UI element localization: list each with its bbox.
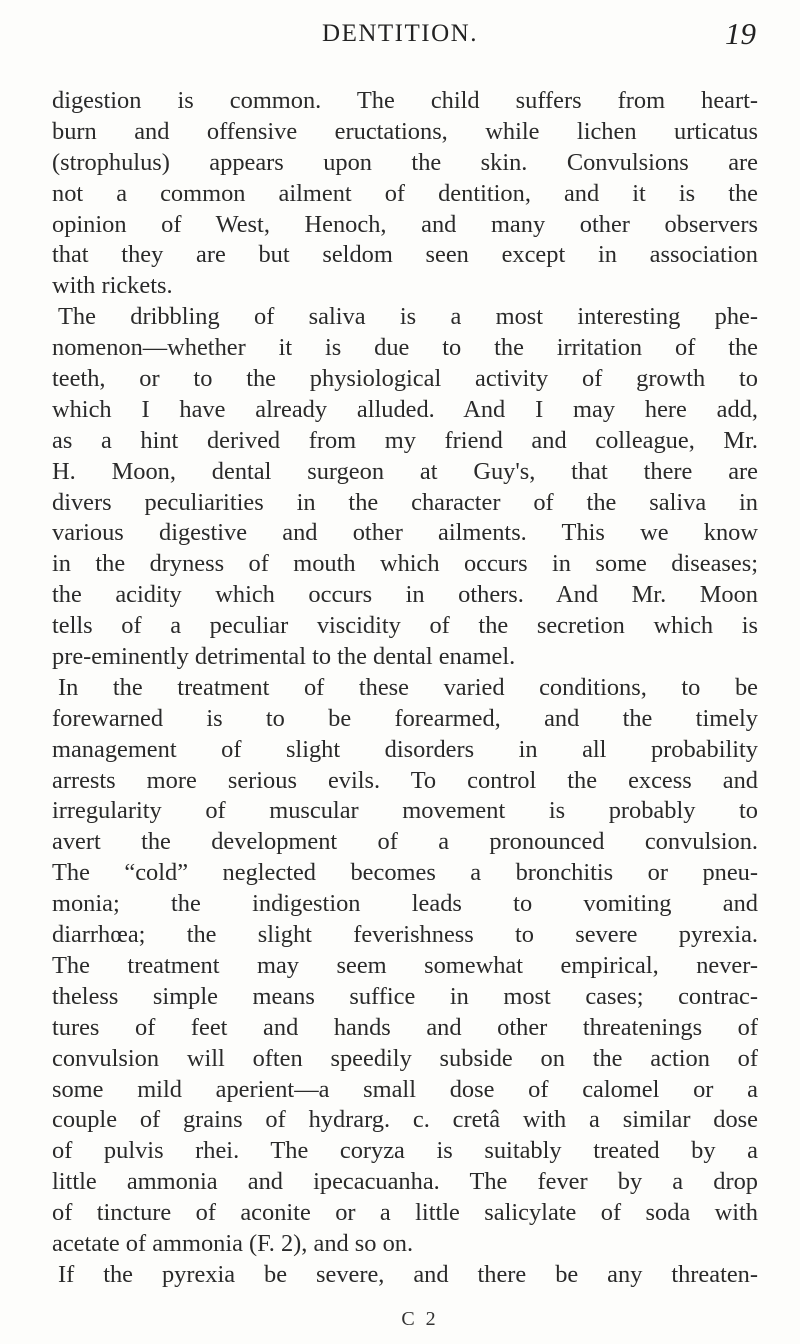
text-line: management of slight disorders in all probability	[52, 735, 758, 763]
text-line: burn and offensive eructations, while lichen urticatus	[52, 117, 758, 145]
running-head	[0, 16, 800, 60]
text-line: avert the development of a pronounced convulsion.	[52, 828, 758, 856]
text-line: in the dryness of mouth which occurs in some diseases;	[52, 550, 758, 578]
text-line: In the treatment of these varied conditions, to be	[58, 673, 758, 701]
text-line: as a hint derived from my friend and colleague, Mr.	[52, 426, 758, 454]
signature-mark: C 2	[401, 1308, 439, 1330]
text-line: tures of feet and hands and other threatenings of	[52, 1013, 758, 1041]
text-line: The “cold” neglected becomes a bronchitis or pneu-	[52, 859, 758, 887]
text-line: monia; the indigestion leads to vomiting and	[52, 890, 758, 918]
text-line: of tincture of aconite or a little salicylate of soda with	[52, 1199, 758, 1227]
text-line: couple of grains of hydrarg. c. cretâ with a similar dose	[52, 1106, 758, 1134]
text-line: divers peculiarities in the character of the saliva in	[52, 488, 758, 516]
text-line: of pulvis rhei. The coryza is suitably treated by a	[52, 1137, 758, 1165]
text-line: pre-eminently detrimental to the dental enamel.	[52, 643, 516, 671]
text-line: (strophulus) appears upon the skin. Convulsions are	[52, 148, 758, 176]
text-line: forewarned is to be forearmed, and the timely	[52, 704, 758, 732]
text-line: the acidity which occurs in others. And Mr. Moon	[52, 581, 758, 609]
text-line: tells of a peculiar viscidity of the secretion which is	[52, 612, 758, 640]
text-line: with rickets.	[52, 272, 173, 300]
text-line: The dribbling of saliva is a most interesting phe-	[58, 303, 758, 331]
text-line: some mild aperient—a small dose of calomel or a	[52, 1075, 758, 1103]
text-line: which I have already alluded. And I may here add,	[52, 395, 758, 423]
text-line: various digestive and other ailments. This we know	[52, 519, 758, 547]
text-line: arrests more serious evils. To control the excess and	[52, 766, 758, 794]
text-line: that they are but seldom seen except in association	[52, 241, 758, 269]
text-line: H. Moon, dental surgeon at Guy's, that there are	[52, 457, 758, 485]
text-line: convulsion will often speedily subside on the action of	[52, 1044, 758, 1072]
page-number: 19	[725, 16, 756, 51]
text-line: nomenon—whether it is due to the irritation of the	[52, 334, 758, 362]
text-line: theless simple means suffice in most cases; contrac-	[52, 982, 758, 1010]
text-line: If the pyrexia be severe, and there be any threaten-	[58, 1260, 758, 1288]
text-line: opinion of West, Henoch, and many other observers	[52, 210, 758, 238]
text-line: irregularity of muscular movement is probably to	[52, 797, 758, 825]
text-line: little ammonia and ipecacuanha. The fever by a drop	[52, 1168, 758, 1196]
text-line: digestion is common. The child suffers from heart-	[52, 87, 758, 114]
text-line: teeth, or to the physiological activity of growth to	[52, 365, 758, 393]
body-text	[52, 86, 758, 1291]
text-line: The treatment may seem somewhat empirical, never-	[52, 951, 758, 979]
text-line: acetate of ammonia (F. 2), and so on.	[52, 1229, 414, 1257]
running-title: DENTITION.	[322, 20, 478, 47]
text-line: not a common ailment of dentition, and it is the	[52, 179, 758, 207]
text-line: diarrhœa; the slight feverishness to severe pyrexia.	[52, 921, 758, 949]
